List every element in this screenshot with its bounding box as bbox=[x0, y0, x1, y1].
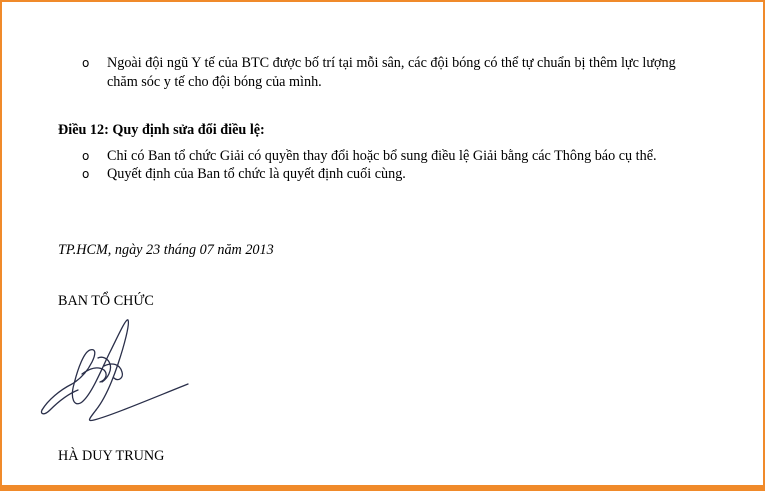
bullet-text: Quyết định của Ban tổ chức là quyết định cuối cùng. bbox=[107, 166, 406, 182]
organization-name: BAN TỔ CHỨC bbox=[58, 293, 154, 309]
bullet-text: Chỉ có Ban tổ chức Giải có quyền thay đổi hoặc bổ sung điều lệ Giải bằng các Thông báo cụ thể. bbox=[107, 148, 657, 164]
bullet-line: chăm sóc y tế cho đội bóng của mình. bbox=[107, 74, 322, 90]
bullet-text bbox=[107, 54, 733, 92]
article-12-heading: Điều 12: Quy định sửa đổi điều lệ: bbox=[58, 122, 265, 138]
signature-stroke bbox=[90, 384, 188, 421]
bullet-line: Ngoài đội ngũ Y tế của BTC được bố trí tại mỗi sân, các đội bóng có thể tự chuẩn bị thêm lực lượng bbox=[107, 55, 676, 71]
signer-name: HÀ DUY TRUNG bbox=[58, 448, 165, 464]
date-line: TP.HCM, ngày 23 tháng 07 năm 2013 bbox=[58, 242, 274, 258]
article-12-item bbox=[82, 165, 733, 184]
article-12-item bbox=[82, 147, 733, 166]
handwritten-signature bbox=[38, 312, 198, 430]
medical-bullet bbox=[82, 54, 733, 92]
frame-bottom-bar bbox=[2, 485, 763, 489]
bullet-marker: o bbox=[82, 167, 90, 181]
bullet-marker: o bbox=[82, 149, 90, 163]
bullet-marker: o bbox=[82, 56, 90, 70]
signature-stroke bbox=[82, 368, 106, 382]
